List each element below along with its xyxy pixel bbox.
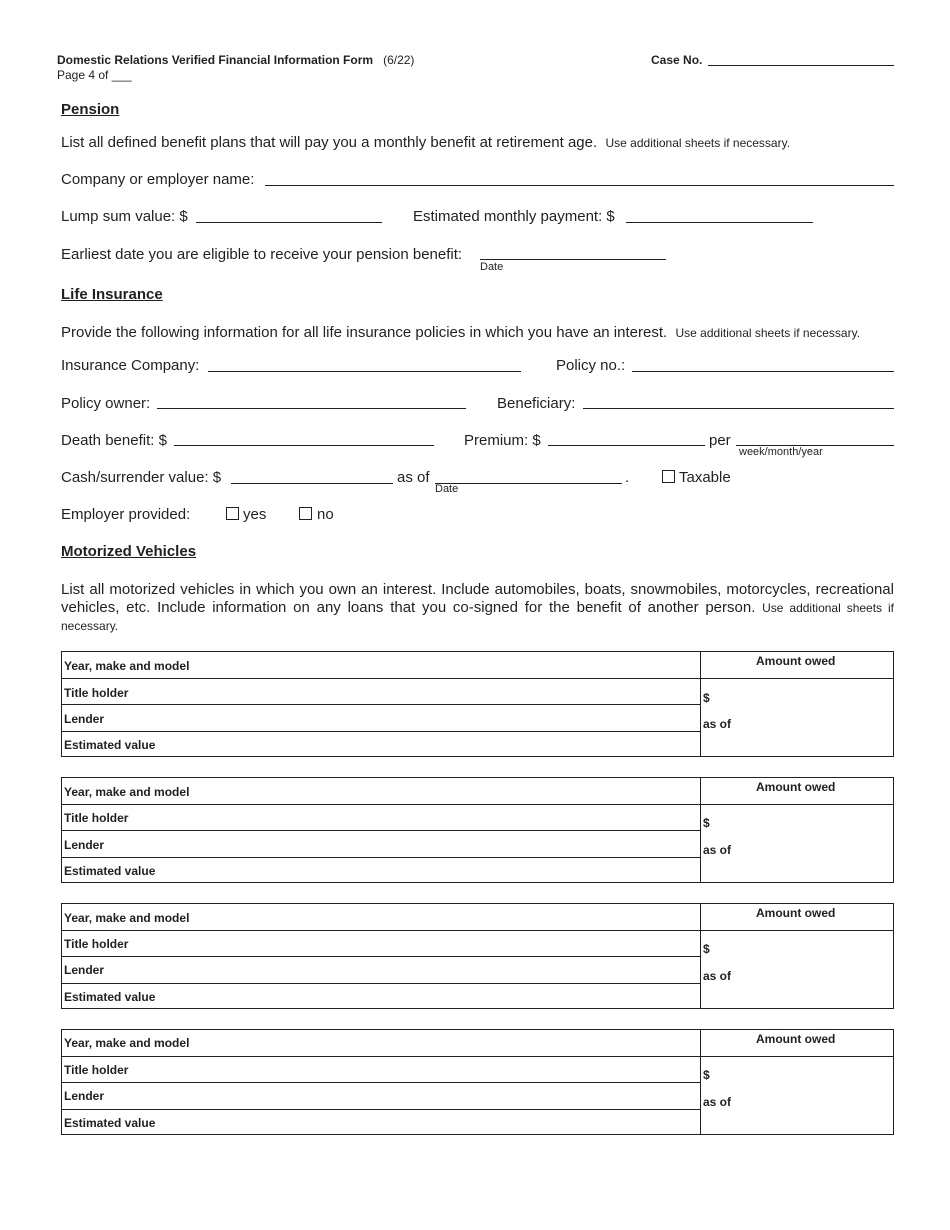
amount-owed-dollar: $ (703, 691, 710, 705)
title-holder-label: Title holder (64, 937, 129, 951)
vehicle-table-row-divider (62, 1109, 700, 1110)
amount-owed-label: Amount owed (756, 654, 836, 668)
title-holder-label: Title holder (64, 1063, 129, 1077)
lender-label: Lender (64, 963, 105, 977)
vehicle-table-row-divider (62, 704, 700, 705)
vehicle-table-row-divider (62, 983, 700, 984)
vehicles-instructions-note: Use additional sheets if necessary. (61, 601, 894, 633)
vehicle-table (61, 903, 894, 1009)
beneficiary-field[interactable] (583, 408, 894, 409)
employer-name-label: Company or employer name: (61, 171, 255, 188)
amount-owed-label: Amount owed (756, 906, 836, 920)
policy-no-field[interactable] (632, 371, 894, 372)
amount-owed-label: Amount owed (756, 780, 836, 794)
vehicle-table-row-divider (62, 830, 700, 831)
lender-label: Lender (64, 1089, 105, 1103)
cash-value-field[interactable] (231, 483, 393, 484)
title-holder-label: Title holder (64, 811, 129, 825)
year-make-model-label: Year, make and model (64, 1036, 190, 1050)
amount-owed-dollar: $ (703, 1068, 710, 1082)
case-no-field[interactable] (708, 65, 894, 66)
year-make-model-label: Year, make and model (64, 911, 190, 925)
vehicles-instructions-text: List all motorized vehicles in which you own an interest. Include automobiles, boats, snowmobiles, motorcycles, recreational vehicles, etc. Include information on any loans that you co-signed for the benefit of another person. (61, 581, 894, 616)
vehicle-table (61, 777, 894, 883)
death-benefit-field[interactable] (174, 445, 434, 446)
vehicle-table-column-divider (700, 778, 701, 882)
amount-owed-as-of: as of (703, 969, 732, 983)
estimated-value-label: Estimated value (64, 990, 156, 1004)
cash-value-date-field[interactable] (435, 483, 622, 484)
lender-label: Lender (64, 712, 105, 726)
employer-provided-label: Employer provided: (61, 506, 191, 523)
life-insurance-instructions-text: Provide the following information for all life insurance policies in which you have an interest. (61, 324, 668, 341)
earliest-date-label: Earliest date you are eligible to receive your pension benefit: (61, 246, 463, 263)
earliest-date-field[interactable] (480, 259, 666, 260)
amount-owed-dollar: $ (703, 942, 710, 956)
pension-instructions (61, 134, 790, 151)
cash-value-label: Cash/surrender value: $ (61, 469, 222, 486)
vehicle-table-row-divider (62, 731, 700, 732)
year-make-model-label: Year, make and model (64, 659, 190, 673)
vehicle-table-column-divider (700, 652, 701, 756)
amount-owed-as-of: as of (703, 717, 732, 731)
vehicle-table-row-divider (62, 1056, 894, 1057)
amount-owed-as-of: as of (703, 1095, 732, 1109)
estimated-value-label: Estimated value (64, 1116, 156, 1130)
pension-heading: Pension (61, 101, 120, 118)
life-insurance-heading: Life Insurance (61, 286, 163, 303)
case-no-label: Case No. (651, 53, 703, 67)
policy-owner-field[interactable] (157, 408, 466, 409)
monthly-payment-field[interactable] (626, 222, 813, 223)
vehicle-table-column-divider (700, 904, 701, 1008)
pension-instructions-text: List all defined benefit plans that will pay you a monthly benefit at retirement age. (61, 134, 598, 151)
vehicles-heading: Motorized Vehicles (61, 543, 197, 560)
pension-instructions-note: Use additional sheets if necessary. (605, 136, 791, 150)
form-title-line (57, 53, 414, 67)
life-insurance-instructions (61, 324, 860, 341)
cash-value-date-caption: Date (435, 483, 459, 495)
amount-owed-label: Amount owed (756, 1032, 836, 1046)
lump-sum-field[interactable] (196, 222, 382, 223)
premium-field[interactable] (548, 445, 705, 446)
life-insurance-instructions-note: Use additional sheets if necessary. (675, 326, 861, 340)
insurance-company-label: Insurance Company: (61, 357, 200, 374)
vehicle-table-row-divider (62, 956, 700, 957)
insurance-company-field[interactable] (208, 371, 521, 372)
vehicle-table (61, 651, 894, 757)
vehicle-table-row-divider (62, 804, 894, 805)
death-benefit-label: Death benefit: $ (61, 432, 167, 449)
policy-owner-label: Policy owner: (61, 395, 151, 412)
employer-provided-no-checkbox[interactable] (299, 507, 312, 520)
estimated-value-label: Estimated value (64, 864, 156, 878)
vehicle-table-row-divider (62, 930, 894, 931)
taxable-checkbox[interactable] (662, 470, 675, 483)
amount-owed-as-of: as of (703, 843, 732, 857)
employer-provided-yes-checkbox[interactable] (226, 507, 239, 520)
per-label: per (709, 432, 731, 449)
page-number: Page 4 of ___ (57, 68, 132, 82)
policy-no-label: Policy no.: (556, 357, 626, 374)
monthly-payment-label: Estimated monthly payment: $ (413, 208, 615, 225)
employer-provided-yes-label: yes (243, 506, 267, 523)
form-title: Domestic Relations Verified Financial Information Form (57, 53, 374, 67)
premium-period-caption: week/month/year (739, 446, 823, 458)
vehicle-table-row-divider (62, 857, 700, 858)
beneficiary-label: Beneficiary: (497, 395, 576, 412)
form-version: (6/22) (383, 53, 415, 67)
lender-label: Lender (64, 838, 105, 852)
vehicles-instructions (61, 581, 894, 635)
earliest-date-caption: Date (480, 261, 504, 273)
employer-provided-no-label: no (317, 506, 334, 523)
amount-owed-dollar: $ (703, 816, 710, 830)
cash-value-period: . (625, 469, 630, 486)
vehicle-table (61, 1029, 894, 1135)
vehicle-table-row-divider (62, 1082, 700, 1083)
vehicle-table-column-divider (700, 1030, 701, 1134)
vehicle-table-row-divider (62, 678, 894, 679)
lump-sum-label: Lump sum value: $ (61, 208, 188, 225)
year-make-model-label: Year, make and model (64, 785, 190, 799)
premium-label: Premium: $ (464, 432, 541, 449)
cash-value-as-of-label: as of (397, 469, 430, 486)
taxable-label: Taxable (679, 469, 731, 486)
title-holder-label: Title holder (64, 686, 129, 700)
estimated-value-label: Estimated value (64, 738, 156, 752)
employer-name-field[interactable] (265, 185, 894, 186)
